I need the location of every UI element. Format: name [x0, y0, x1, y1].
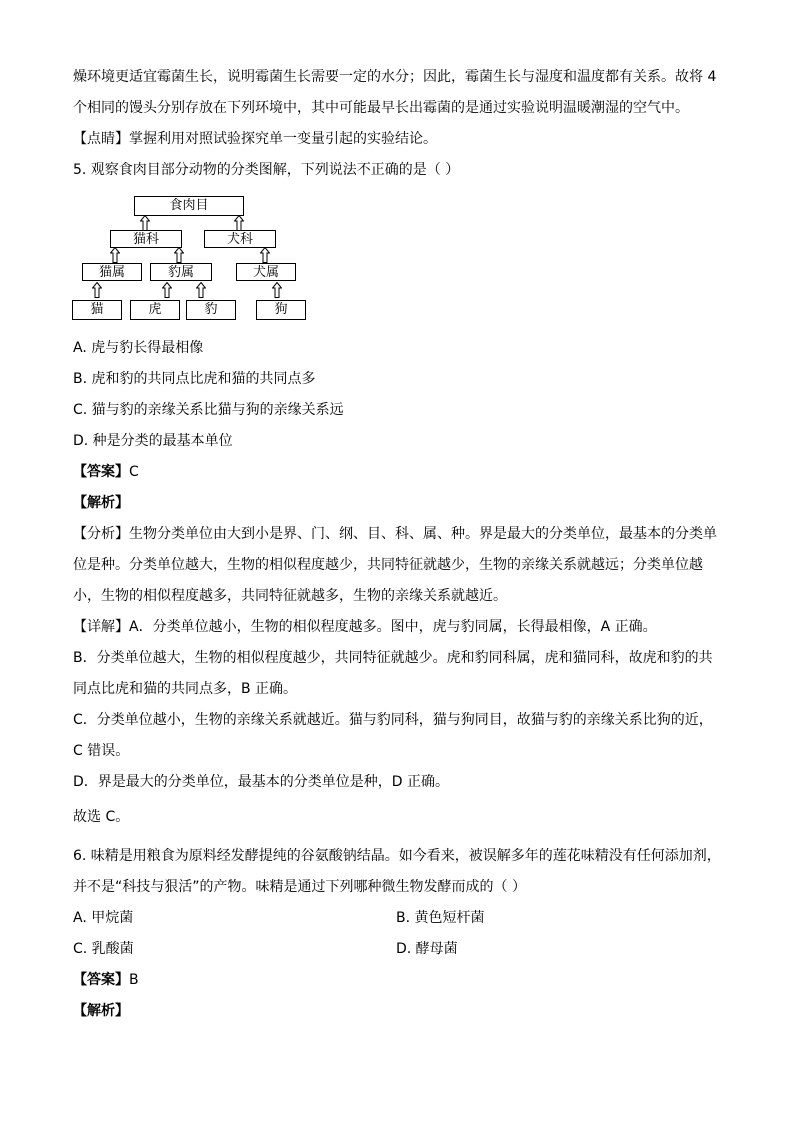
node-family-dog: 犬科 — [204, 230, 276, 248]
answer-tag: 【答案】 — [73, 464, 129, 480]
question-6-stem: 并不是“科技与狠活”的产物。味精是通过下列哪种微生物发酵而成的（ ） — [73, 879, 526, 895]
analysis-tag: 【解析】 — [73, 1003, 129, 1019]
analysis-line: 同点比虎和猫的共同点多，B 正确。 — [73, 681, 298, 697]
answer-tag: 【答案】 — [73, 972, 129, 988]
arrow-up-icon — [260, 247, 270, 263]
analysis-line: 小，生物的相似程度越多，共同特征就越多，生物的亲缘关系就越近。 — [73, 588, 507, 604]
option-d: D. 酵母菌 — [396, 941, 458, 957]
node-species-dog: 狗 — [256, 300, 306, 320]
question-5-stem: 5. 观察食肉目部分动物的分类图解，下列说法不正确的是（ ） — [73, 162, 460, 178]
question-6-stem: 6. 味精是用粮食为原料经发酵提纯的谷氨酸钠结晶。如今看来，被误解多年的莲花味精没有任何添加剂， — [73, 848, 721, 864]
arrow-up-icon — [272, 282, 282, 298]
analysis-line: C．分类单位越小，生物的亲缘关系就越近。猫与豹同科，猫与狗同目，故猫与豹的亲缘关系比狗的近， — [73, 712, 713, 728]
answer-line — [73, 462, 139, 482]
arrow-up-icon — [162, 282, 172, 298]
answer-value: B — [129, 972, 139, 988]
arrow-up-icon — [174, 247, 184, 263]
arrow-up-icon — [196, 282, 206, 298]
node-order: 食肉目 — [134, 196, 244, 216]
node-species-tiger: 虎 — [130, 300, 180, 320]
analysis-line: B．分类单位越大，生物的相似程度越少，共同特征就越少。虎和豹同科属，虎和猫同科，故虎和豹的共 — [73, 650, 713, 666]
paragraph-line: 【点睛】掌握利用对照试验探究单一变量引起的实验结论。 — [73, 131, 437, 147]
analysis-tag: 【解析】 — [73, 495, 129, 511]
node-genus-dog: 犬属 — [236, 263, 296, 281]
analysis-line: 故选 C。 — [73, 809, 130, 825]
answer-value: C — [129, 464, 139, 480]
arrow-up-icon — [234, 215, 244, 231]
option-d: D. 种是分类的最基本单位 — [73, 433, 233, 449]
analysis-line: C 错误。 — [73, 743, 130, 759]
option-a: A. 甲烷菌 — [73, 910, 134, 926]
node-family-cat: 猫科 — [110, 230, 182, 248]
arrow-up-icon — [92, 282, 102, 298]
analysis-line: 【分析】生物分类单位由大到小是界、门、纲、目、科、属、种。界是最大的分类单位，最基本的分类单 — [73, 526, 717, 542]
analysis-line: 【详解】A．分类单位越小，生物的相似程度越多。图中，虎与豹同属，长得最相像，A 正确。 — [73, 619, 657, 635]
classification-diagram — [70, 192, 310, 322]
option-b: B. 虎和豹的共同点比虎和猫的共同点多 — [73, 371, 316, 387]
option-a: A. 虎与豹长得最相像 — [73, 340, 204, 356]
analysis-line: 位是种。分类单位越大，生物的相似程度越少，共同特征就越少，生物的亲缘关系就越远；分类单位越 — [73, 557, 703, 573]
answer-line — [73, 970, 139, 990]
node-genus-cat: 猫属 — [82, 263, 142, 281]
arrow-up-icon — [140, 215, 150, 231]
paragraph-line: 个相同的馒头分别存放在下列环境中，其中可能最早长出霉菌的是通过实验说明温暖潮湿的空气中。 — [73, 100, 689, 116]
arrow-up-icon — [110, 247, 120, 263]
node-species-leopard: 豹 — [186, 300, 236, 320]
node-genus-leopard: 豹属 — [150, 263, 212, 281]
option-c: C. 乳酸菌 — [73, 941, 134, 957]
analysis-line: D．界是最大的分类单位，最基本的分类单位是种，D 正确。 — [73, 774, 450, 790]
option-b: B. 黄色短杆菌 — [396, 910, 485, 926]
paragraph-line: 燥环境更适宜霉菌生长，说明霉菌生长需要一定的水分；因此，霉菌生长与湿度和温度都有关系。故将 4 — [73, 69, 717, 85]
node-species-cat: 猫 — [72, 300, 122, 320]
option-c: C. 猫与豹的亲缘关系比猫与狗的亲缘关系远 — [73, 402, 344, 418]
